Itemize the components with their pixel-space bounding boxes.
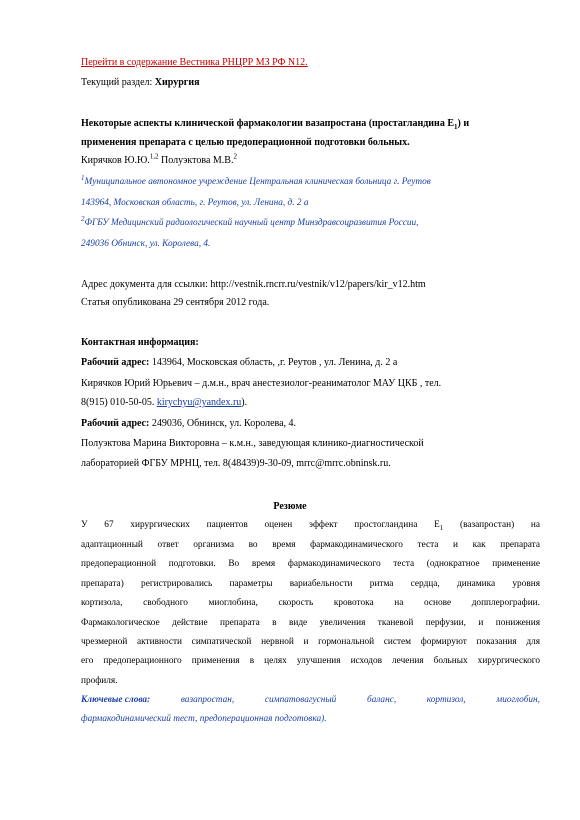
authors <box>81 152 237 166</box>
keyword: миоглобин, <box>496 695 540 705</box>
summary-subscript: 1 <box>439 523 444 532</box>
work-address-2 <box>81 418 296 429</box>
title-end: ) и <box>457 118 470 129</box>
work-address-1 <box>81 357 397 368</box>
summary-heading: Резюме <box>273 501 307 512</box>
affiliation-2-line1 <box>81 214 419 228</box>
author-1-sup: 1,2 <box>149 152 159 161</box>
person-1-tail: ). <box>241 397 248 408</box>
aff-1-num: 1 <box>81 173 85 182</box>
person-1-info: Кирячков Юрий Юрьевич – д.м.н., врач анестезиолог-реаниматолог МАУ ЦКБ , тел. <box>81 378 442 389</box>
person-1-phone: 8(915) 010-50-05. <box>81 397 157 408</box>
author-2: Полуэктова М.В. <box>158 155 234 166</box>
aff-2-num: 2 <box>81 214 85 223</box>
summary-line-9: профиля. <box>81 676 118 686</box>
work-address-value: 249036, Обнинск, ул. Королева, 4. <box>149 418 297 429</box>
summary-text: У 67 хирургических пациентов оценен эффект простогландина Е <box>81 520 440 530</box>
person-2-info-line2: лабораторией ФГБУ МРНЦ, тел. 8(48439)9-30-09, mrrc@mrrc.obninsk.ru. <box>81 458 391 469</box>
section-name: Хирургия <box>154 77 200 88</box>
summary-line-6: Фармакологическое действие препарата в виде увеличения тканевой перфузии, и понижения <box>81 618 540 628</box>
summary-line-2: адаптационный ответ организма во время фармакодинамического теста и как препарата <box>81 540 540 550</box>
keywords-line-2: фармакодинамический тест, предоперационная подготовка). <box>81 714 327 724</box>
keyword: симпатовагусный <box>264 695 337 705</box>
title-text: Некоторые аспекты клинической фармакологии вазапростана (простагландина Е <box>81 118 454 129</box>
affiliation-2-line2: 249036 Обнинск, ул. Королева, 4. <box>81 239 211 249</box>
contacts-heading: Контактная информация: <box>81 337 199 348</box>
article-title-line1 <box>81 118 469 129</box>
aff-2-text: ФГБУ Медицинский радиологический научный центр Минздравсоцразвития России, <box>84 218 419 228</box>
person-1-contact <box>81 397 247 408</box>
summary-line-4: препарата) регистрировались параметры вариабельности ритма сердца, динамика уровня <box>81 579 540 589</box>
summary-line-5: кортизола, свободного миоглобина, скорость кровотока на основе допплерографии. <box>81 598 540 608</box>
aff-1-text: Муниципальное автономное учреждение Центральная клиническая больница г. Реутов <box>84 177 431 187</box>
keyword: кортизол, <box>426 695 466 705</box>
current-section <box>81 77 199 88</box>
person-1-email-link[interactable]: kirychyu@yandex.ru <box>156 397 242 408</box>
summary-line-3: предоперационной подготовки. Во время фармакодинамического теста (однократное применение <box>81 559 540 569</box>
section-label: Текущий раздел: <box>81 77 155 88</box>
work-address-label: Рабочий адрес: <box>81 357 150 368</box>
keyword: баланс, <box>366 695 397 705</box>
keywords-label: Ключевые слова: <box>81 695 151 705</box>
author-2-sup: 2 <box>233 152 237 161</box>
title-subscript: 1 <box>453 123 458 131</box>
summary-line-1 <box>81 520 540 530</box>
affiliation-1-line2: 143964, Московская область, г. Реутов, ул. Ленина, д. 2 а <box>81 198 309 208</box>
affiliation-1-line1 <box>81 173 431 187</box>
summary-line-7: чрезмерной активности симпатической нервной и гормональной систем формируют показания для <box>81 637 540 647</box>
work-address-label: Рабочий адрес: <box>81 418 150 429</box>
summary-line-8: его предоперационного применения в целях улучшения исходов лечения больных хирургического <box>81 656 540 666</box>
keyword: вазапростан, <box>180 695 235 705</box>
author-1: Кирячков Ю.Ю. <box>81 155 150 166</box>
article-title-line2: применения препарата с целью предоперационной подготовки больных. <box>81 137 410 148</box>
keywords-line <box>81 695 540 705</box>
person-2-info-line1: Полуэктова Марина Викторовна – к.м.н., заведующая клинико-диагностической <box>81 438 424 449</box>
published-date: Статья опубликована 29 сентября 2012 года. <box>81 297 270 308</box>
work-address-value: 143964, Московская область, ,г. Реутов , ул. Ленина, д. 2 а <box>149 357 398 368</box>
document-address: Адрес документа для ссылки: http://vestnik.rncrr.ru/vestnik/v12/papers/kir_v12.htm <box>81 279 426 290</box>
toc-link[interactable]: Перейти в содержание Вестника РНЦРР МЗ РФ N12. <box>81 57 308 68</box>
toc-link-line <box>81 57 308 68</box>
summary-text-end: (вазапростан) на <box>443 520 540 530</box>
